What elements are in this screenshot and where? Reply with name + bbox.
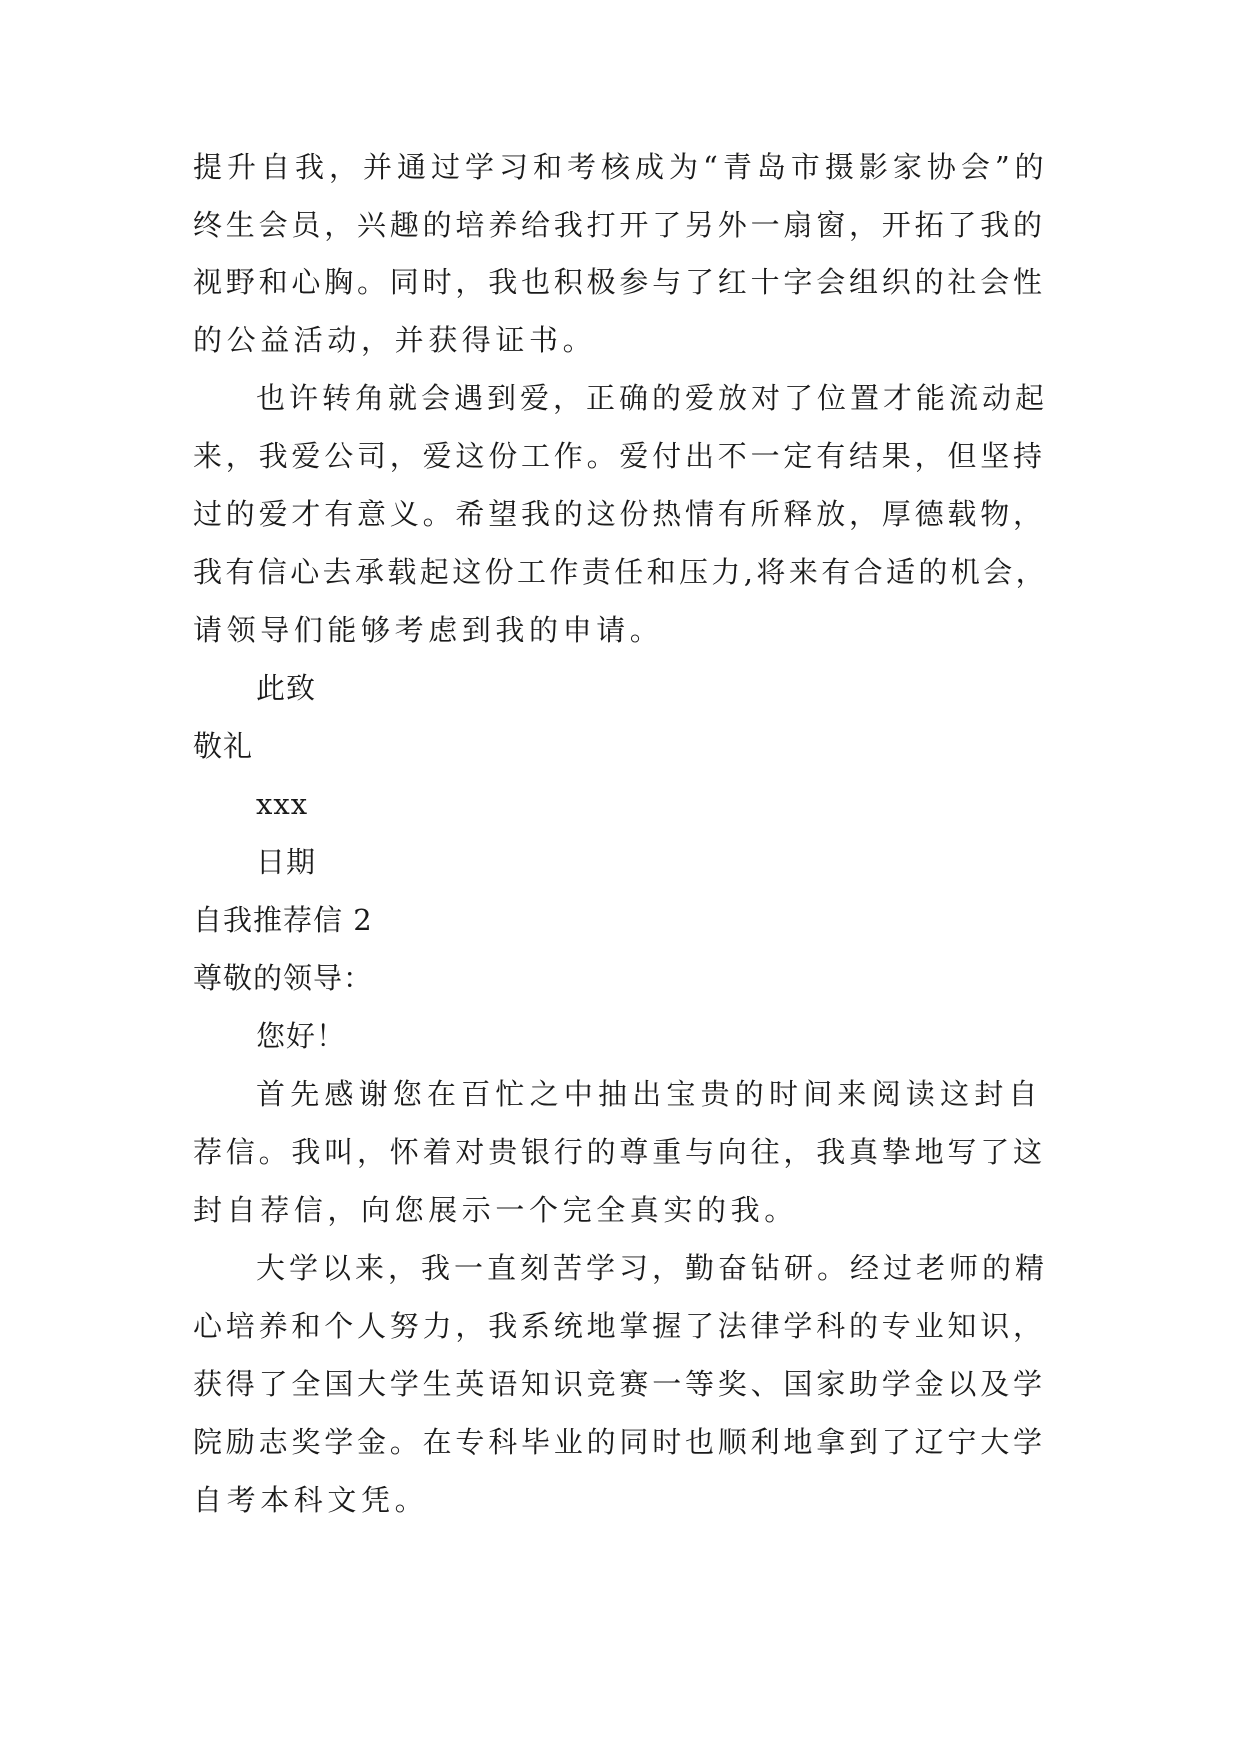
- paragraph-line: 自考本科文凭。: [193, 1483, 429, 1517]
- paragraph-line: 心培养和个人努力，我系统地掌握了法律学科的专业知识，: [193, 1309, 1046, 1343]
- paragraph-line: 我有信心去承载起这份工作责任和压力,将来有合适的机会，: [193, 555, 1049, 589]
- paragraph-line: 提升自我，并通过学习和考核成为“青岛市摄影家协会”的: [193, 150, 1049, 184]
- closing-respect: 敬礼: [193, 729, 254, 763]
- paragraph-line: 请领导们能够考虑到我的申请。: [193, 613, 664, 647]
- paragraph-line: 的公益活动，并获得证书。: [193, 323, 597, 357]
- paragraph-line: 荐信。我叫，怀着对贵银行的尊重与向往，我真挚地写了这: [193, 1135, 1046, 1169]
- paragraph-line: 大学以来，我一直刻苦学习，勤奋钻研。经过老师的精: [256, 1251, 1049, 1285]
- paragraph-line: 视野和心胸。同时，我也积极参与了红十字会组织的社会性: [193, 265, 1046, 299]
- letter-greeting: 尊敬的领导：: [193, 961, 374, 995]
- letter-title: 自我推荐信 2: [193, 903, 373, 937]
- paragraph-line: 来，我爱公司，爱这份工作。爱付出不一定有结果，但坚持: [193, 439, 1046, 473]
- paragraph-line: 也许转角就会遇到爱，正确的爱放对了位置才能流动起: [256, 381, 1049, 415]
- letter-hello: 您好！: [256, 1019, 347, 1053]
- paragraph-line: 封自荐信，向您展示一个完全真实的我。: [193, 1193, 798, 1227]
- paragraph-line: 获得了全国大学生英语知识竞赛一等奖、国家助学金以及学: [193, 1367, 1046, 1401]
- paragraph-line: 终生会员，兴趣的培养给我打开了另外一扇窗，开拓了我的: [193, 208, 1046, 242]
- paragraph-line: 过的爱才有意义。希望我的这份热情有所释放，厚德载物，: [193, 497, 1046, 531]
- paragraph-line: 院励志奖学金。在专科毕业的同时也顺利地拿到了辽宁大学: [193, 1425, 1046, 1459]
- signature-name: xxx: [256, 787, 309, 821]
- closing-salutation: 此致: [256, 671, 317, 705]
- paragraph-line: 首先感谢您在百忙之中抽出宝贵的时间来阅读这封自: [256, 1077, 1043, 1111]
- signature-date: 日期: [256, 845, 317, 879]
